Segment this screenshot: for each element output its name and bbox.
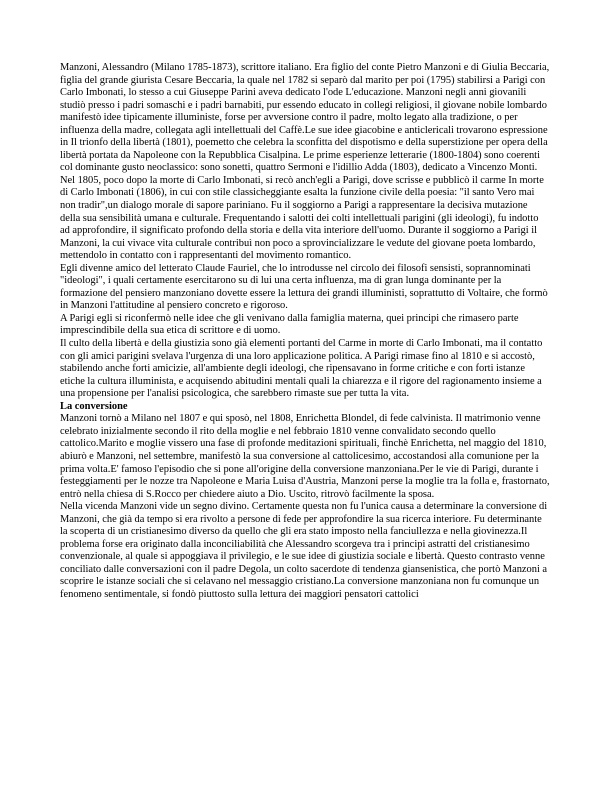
paragraph-biography-intro: Manzoni, Alessandro (Milano 1785-1873), scrittore italiano. Era figlio del conte Pietro Manzoni e di Giulia Beccaria, figlia del grande giurista Cesare Beccaria, la quale nel 1782 si separò dal marito per poi (1795) stabilirsi a Parigi con Carlo Imbonati, lo stesso a cui Giuseppe Parini aveva dedicato l'ode L'educazione. Manzoni negli anni giovanili studiò presso i padri somaschi e i padri barnabiti, pur essendo educato in collegi religiosi, il giovane nobile lombardo manifestò idee tipicamente illuministe, forse per avversione contro il padre, molto legato alla tradizione, o per influenza della madre, collegata agli intellettuali del Caffè.Le sue idee giacobine e anticlericali trovarono espressione in Il trionfo della libertà (1801), poemetto che celebra la sconfitta del dispotismo e della superstizione per opera della libertà portata da Napoleone con la Repubblica Cisalpina. Le prime esperienze letterarie (1800-1804) sono coerenti col dominante gusto neoclassico: sono sonetti, quattro Sermoni e l'idillio Adda (1803), dedicato a Vincenzo Monti. Nel 1805, poco dopo la morte di Carlo Imbonati, si recò anch'egli a Parigi, dove scrisse e pubblicò il carme In morte di Carlo Imbonati (1806), in cui con stile classicheggiante esalta la funzione civile della poesia: "il santo Vero mai non tradir",un dialogo morale di sapore pariniano. Fu il soggiorno a Parigi a rappresentare la decisiva mutazione della sua sensibilità umana e culturale. Frequentando i salotti dei colti intellettuali parigini (gli ideologi), fu indotto ad approfondire, il significato profondo della storia e della vita interiore dell'uomo. Durante il soggiorno a Parigi il Manzoni, la cui vivace vita culturale contribuì non poco a sprovincializzare le vedute del giovane poeta lombardo, mettendolo in contatto con i rappresentanti del movimento romantico.	[60, 62, 550, 262]
paragraph-culto-liberta: Il culto della libertà e della giustizia sono già elementi portanti del Carme in morte di Carlo Imbonati, ma il contatto con gli amici parigini svelava l'urgenza di una loro applicazione politica. A Parigi rimase fino al 1810 e si accostò, stabilendo anche forti amicizie, all'ambiente degli ideologi, che ripensavano in forme critiche e con forti istanze etiche la cultura illuminista, e acquisendo abitudini mentali quali la chiarezza e il rigore del ragionamento insieme a una propensione per l'analisi psicologica, che sarebbero rimaste sue per tutta la vita.	[60, 338, 543, 400]
paragraph-segno-divino: Nella vicenda Manzoni vide un segno divino. Certamente questa non fu l'unica causa a determinare la conversione di Manzoni, che già da tempo si era rivolto a persone di fede per approfondire la sua ricerca interiore. Fu determinante la scoperta di un cristianesimo diverso da quello che gli era stato imposto nella fanciullezza e nella giovinezza.Il problema forse era originato dalla inconciliabilità che Alessandro scorgeva tra i principi astratti del cristianesimo convenzionale, al quale si appoggiava il privilegio, e le sue idee di giustizia sociale e libertà. Questo contrasto venne conciliato dalle conversazioni con il padre Degola, un colto sacerdote di tendenza giansenistica, che portò Manzoni a scoprire le istanze sociali che si celavano nel messaggio cristiano.La conversione manzoniana non fu comunque un fenomeno sentimentale, si fondò piuttosto sulla lettura dei maggiori pensatori cattolici	[60, 501, 548, 600]
section-heading-conversione: La conversione	[60, 400, 128, 412]
paragraph-parigi-principi: A Parigi egli si riconfermò nelle idee che gli venivano dalla famiglia materna, quei principi che rimasero parte imprescindibile della sua etica di scrittore e di uomo.	[60, 312, 519, 337]
paragraph-fauriel-ideologi: Egli divenne amico del letterato Claude Fauriel, che lo introdusse nel circolo dei filosofi sensisti, soprannominati "ideologi", i quali certamente esercitarono su di lui una certa influenza, ma di gran lunga dominante per la formazione del pensiero manzoniano dovette essere la lettura dei grandi illuministi, soprattutto di Voltaire, che formò in Manzoni l'attitudine al pensiero concreto e rigoroso.	[60, 262, 548, 312]
document-page	[60, 62, 550, 602]
paragraph-ritorno-milano: Manzoni tornò a Milano nel 1807 e qui sposò, nel 1808, Enrichetta Blondel, di fede calvinista. Il matrimonio venne celebrato inizialmente secondo il rito della moglie e nel febbraio 1810 venne convalidato secondo quello cattolico.Marito e moglie vissero una fase di profonde meditazioni spirituali, finchè Enrichetta, nel maggio del 1810, abiurò e Manzoni, nel settembre, manifestò la sua conversione al cattolicesimo, accostandosi alla comunione per la prima volta.E' famoso l'episodio che si pone all'origine della conversione manzoniana.Per le vie di Parigi, durante i festeggiamenti per le nozze tra Napoleone e Maria Luisa d'Austria, Manzoni perse la moglie tra la folla e, frastornato, entrò nella chiesa di S.Rocco per chiedere aiuto a Dio. Uscito, ritrovò facilmente la sposa.	[60, 413, 550, 500]
